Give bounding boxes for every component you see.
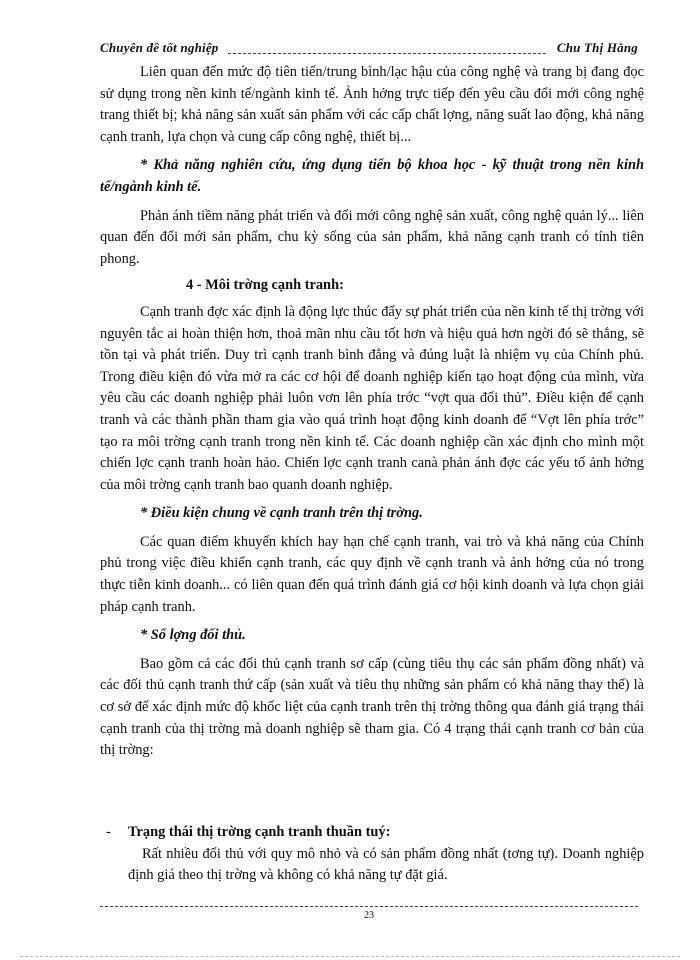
section-heading-competition: 4 - Môi trờng cạnh tranh: (186, 277, 344, 294)
header-left-title: Chuyên đề tốt nghiệp (100, 40, 219, 55)
header-author: Chu Thị Hằng (556, 40, 638, 55)
paragraph-research-potential: Phản ánh tiềm năng phát triển và đổi mới công nghệ sản xuất, công nghệ quản lý... liên quan đến đổi mới sản phẩm, chu kỳ sống của sản phẩm, khả năng cạnh tranh có tính tiên phong. (100, 207, 644, 267)
paragraph-competition-driver: Cạnh tranh đợc xác định là động lực thúc đẩy sự phát triển của nền kinh tế thị trờng với nguyên tắc ai hoàn thiện hơn, thoả mãn nhu cầu tốt hơn và hiệu quả hơn ngời đó sẽ thắng, sẽ tồn tại và phát triển. Duy trì cạnh tranh bình đẳng và đúng luật là nhiệm vụ của Chính phủ. Trong điều kiện đó vừa mở ra các cơ hội để doanh nghiệp kiến tạo hoạt động của mình, vừa yêu cầu các doanh nghiệp phải luôn vơn lên phía trớc “vợt qua đối thủ”. Điều kiện để cạnh tranh và các thành phần tham gia vào quá trình hoạt động kinh doanh để “Vợt lên phía trớc” tạo ra môi trờng cạnh tranh trong nền kinh tế. Các doanh nghiệp cần xác định cho mình một chiến lợc cạnh tranh hoàn hảo. Chiến lợc cạnh tranh canà phản ánh đợc các yếu tố ảnh hởng của môi trờng cạnh tranh bao quanh doanh nghiệp. (100, 303, 645, 493)
heading-general-conditions: * Điều kiện chung về cạnh tranh trên thị trờng. (140, 505, 423, 522)
page-footer (100, 900, 638, 930)
page-body (100, 62, 644, 762)
heading-research-capability: * Khả năng nghiên cứu, ứng dụng tiến bộ khoa học - kỹ thuật trong nền kinh tế/ngành kinh tế. (100, 157, 644, 195)
bullet-dash: - (106, 824, 111, 840)
page-number: 23 (364, 910, 374, 921)
bullet-pure-competition (100, 822, 644, 887)
page-header (100, 40, 638, 60)
paragraph-competitors: Bao gồm cả các đối thủ cạnh tranh sơ cấp (cùng tiêu thụ các sản phẩm đồng nhất) và các đối thủ cạnh tranh thứ cấp (sản xuất và tiêu thụ những sản phẩm có khả năng thay thế) là cơ sở để xác định mức độ khốc liệt của cạnh tranh trên thị trờng thông qua đánh giá trạng thái cạnh tranh của thị trờng mà doanh nghiệp sẽ tham gia. Có 4 trạng thái cạnh tranh cơ bản của thị trờng: (100, 655, 644, 759)
page-bottom-rule (20, 956, 680, 957)
footer-rule (100, 906, 638, 907)
heading-number-of-competitors: * Số lợng đối thủ. (140, 627, 246, 644)
bullet-title (100, 822, 644, 844)
bullet-text: Rất nhiều đối thủ với quy mô nhỏ và có sản phẩm đồng nhất (tơng tự). Doanh nghiệp định giá theo thị trờng và không có khả năng tự đặt giá. (128, 845, 644, 884)
paragraph-general-conditions: Các quan điểm khuyến khích hay hạn chế cạnh tranh, vai trò và khả năng của Chính phủ trong việc điều khiển cạnh tranh, các quy định về cạnh tranh và ảnh hởng của nó trong thực tiễn kinh doanh... có liên quan đến quá trình đánh giá cơ hội kinh doanh và lựa chọn giải pháp cạnh tranh. (100, 533, 644, 615)
bullet-title-text: Trạng thái thị trờng cạnh tranh thuần tuý: (128, 824, 391, 840)
header-rule (228, 53, 546, 54)
paragraph-technology-level: Liên quan đến mức độ tiên tiến/trung bình/lạc hậu của công nghệ và trang bị đang đọc sử dụng trong nền kinh tế/ngành kinh tế. Ảnh hởng trực tiếp đến yêu cầu đổi mới công nghệ trang thiết bị; khả năng sản xuất sản phẩm với các cấp chất lợng, năng suất lao động, khả năng cạnh tranh, lựa chọn và cung cấp công nghệ, thiết bị... (100, 64, 644, 145)
